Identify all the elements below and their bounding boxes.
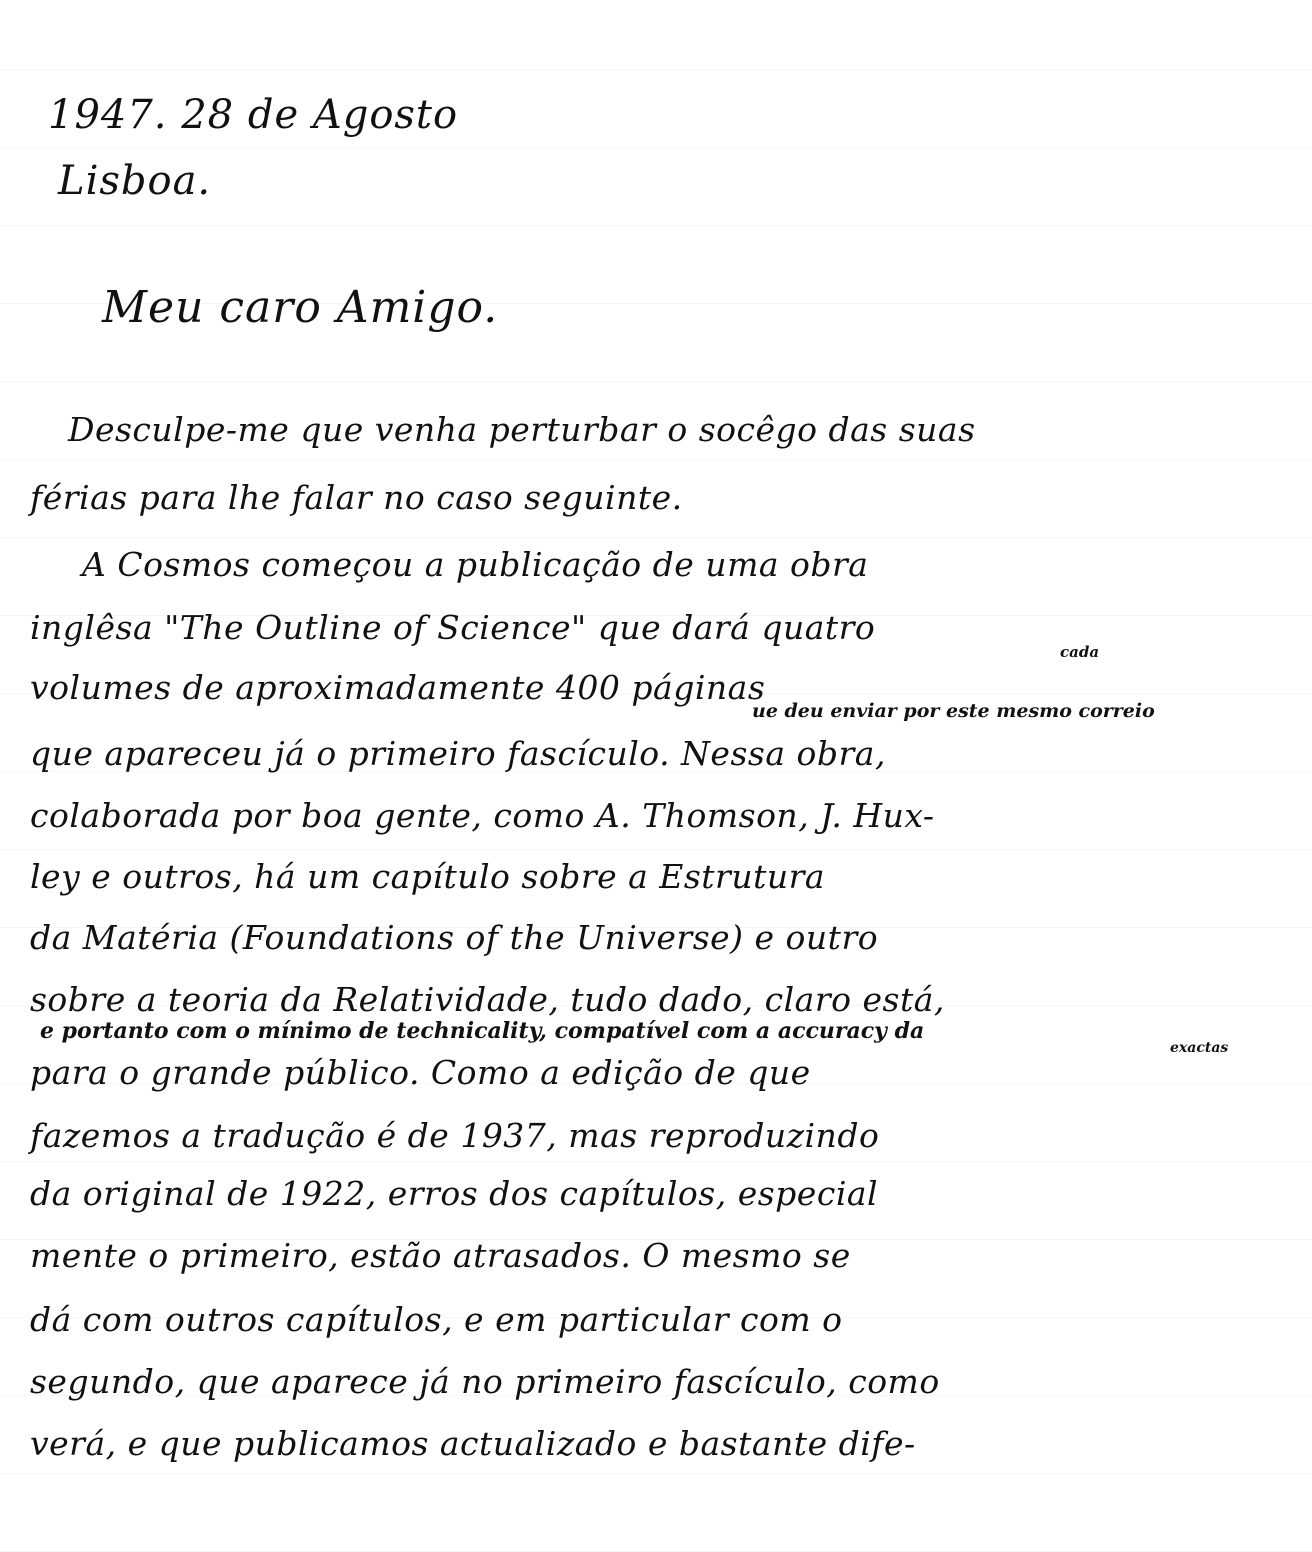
insertion-exactas: exactas bbox=[1170, 1040, 1229, 1056]
letter-line: da Matéria (Foundations of the Universe) e outro bbox=[30, 918, 879, 957]
letter-line: segundo, que aparece já no primeiro fascículo, como bbox=[30, 1362, 940, 1401]
letter-line: mente o primeiro, estão atrasados. O mesmo se bbox=[30, 1236, 851, 1275]
letter-line: A Cosmos começou a publicação de uma obra bbox=[82, 545, 869, 584]
letter-place: Lisboa. bbox=[58, 158, 212, 204]
letter-line: inglêsa "The Outline of Science" que dará quatro bbox=[30, 608, 876, 647]
letter-line: dá com outros capítulos, e em particular com o bbox=[30, 1300, 843, 1339]
letter-date: 1947. 28 de Agosto bbox=[48, 92, 459, 138]
letter-salutation: Meu caro Amigo. bbox=[102, 282, 499, 333]
insertion-above-line: ue deu enviar por este mesmo correio bbox=[752, 700, 1155, 722]
letter-line: colaborada por boa gente, como A. Thomson, J. Hux- bbox=[30, 796, 935, 835]
letter-line: férias para lhe falar no caso seguinte. bbox=[30, 478, 683, 517]
letter-line: que apareceu já o primeiro fascículo. Nessa obra, bbox=[30, 734, 886, 773]
letter-line: volumes de aproximadamente 400 páginas bbox=[30, 668, 766, 707]
letter-line: fazemos a tradução é de 1937, mas reproduzindo bbox=[30, 1116, 880, 1155]
letter-line: para o grande público. Como a edição de que bbox=[30, 1053, 811, 1092]
letter-line: verá, e que publicamos actualizado e bastante dife- bbox=[30, 1424, 916, 1463]
insertion-line: e portanto com o mínimo de technicality, compatível com a accuracy da bbox=[40, 1018, 925, 1044]
letter-line: sobre a teoria da Relatividade, tudo dado, claro está, bbox=[30, 980, 945, 1019]
letter-line: da original de 1922, erros dos capítulos, especial bbox=[30, 1174, 879, 1213]
insertion-cada: cada bbox=[1060, 643, 1100, 661]
letter-line: Desculpe-me que venha perturbar o socêgo das suas bbox=[68, 410, 976, 449]
letter-line: ley e outros, há um capítulo sobre a Estrutura bbox=[30, 857, 826, 896]
